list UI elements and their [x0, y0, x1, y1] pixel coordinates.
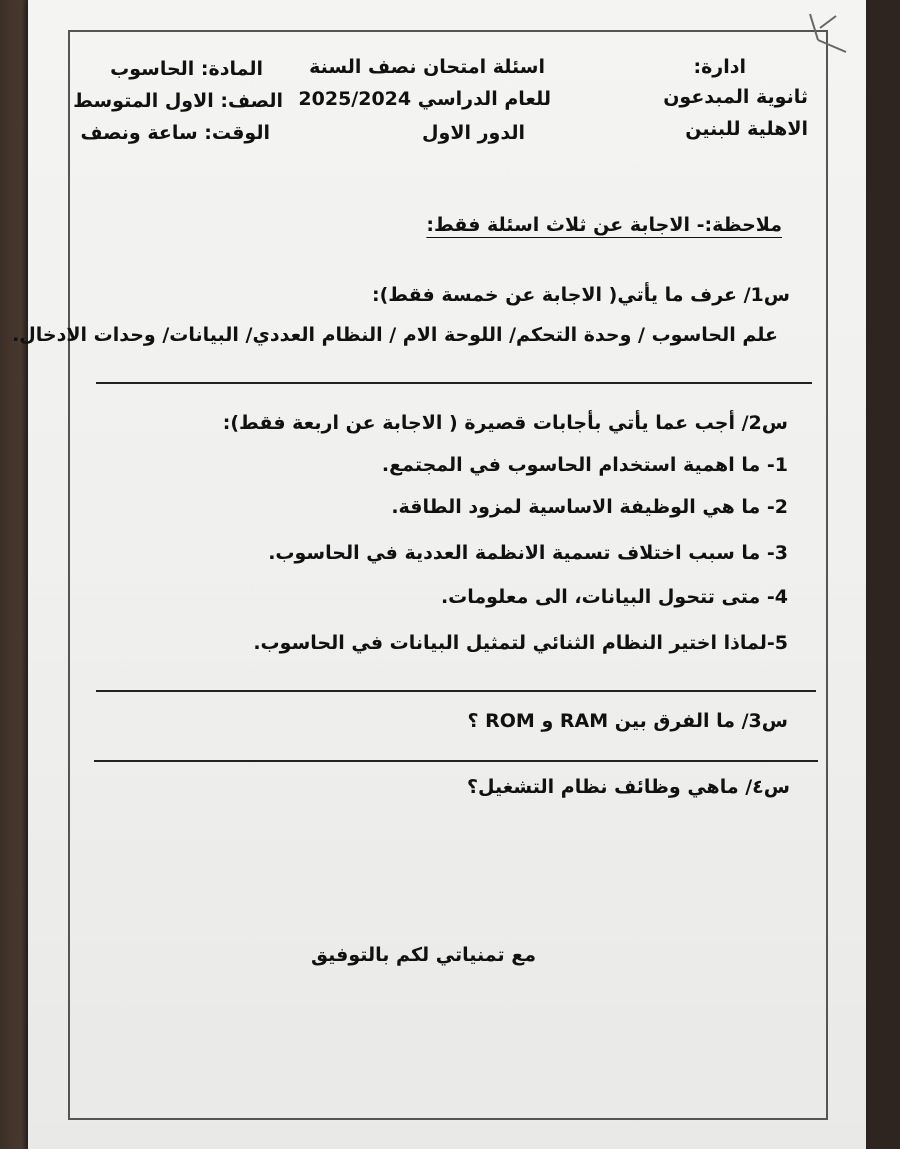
divider-2	[96, 690, 816, 692]
question-2-item-1: 1- ما اهمية استخدام الحاسوب في المجتمع.	[381, 454, 788, 476]
question-2-item-4: 4- متى تتحول البيانات، الى معلومات.	[440, 586, 788, 608]
question-4-title: س٤/ ماهي وظائف نظام التشغيل؟	[466, 776, 790, 798]
question-2-item-3: 3- ما سبب اختلاف تسمية الانظمة العددية في الحاسوب.	[268, 542, 788, 564]
question-2-item-2: 2- ما هي الوظيفة الاساسية لمزود الطاقة.	[391, 496, 788, 518]
exam-note: ملاحظة:- الاجابة عن ثلاث اسئلة فقط:	[426, 214, 782, 236]
question-3-title: س3/ ما الفرق بين RAM و ROM ؟	[467, 710, 788, 732]
school-year: للعام الدراسي 2025/2024	[298, 88, 551, 110]
closing-wishes: مع تمنياتي لكم بالتوفيق	[311, 944, 536, 966]
divider-1	[96, 382, 812, 384]
question-1-terms: علم الحاسوب / وحدة التحكم/ اللوحة الام / النظام العددي/ البيانات/ وحدات الادخال.	[12, 324, 778, 346]
admin-label: ادارة:	[693, 56, 746, 78]
exam-paper	[12, 0, 866, 1149]
school-name-line1: ثانوية المبدعون	[663, 86, 808, 108]
question-2-item-5: 5-لماذا اختير النظام الثنائي لتمثيل البيانات في الحاسوب.	[253, 632, 788, 654]
corner-check-mark	[802, 10, 850, 56]
exam-round: الدور الاول	[422, 122, 525, 144]
divider-3	[94, 760, 818, 762]
school-name-line2: الاهلية للبنين	[685, 118, 808, 140]
question-2-title: س2/ أجب عما يأتي بأجابات قصيرة ( الاجابة عن اربعة فقط):	[222, 412, 788, 434]
subject-label: المادة: الحاسوب	[110, 58, 263, 80]
time-label: الوقت: ساعة ونصف	[80, 122, 270, 144]
question-1-title: س1/ عرف ما يأتي( الاجابة عن خمسة فقط):	[371, 284, 790, 306]
exam-title: اسئلة امتحان نصف السنة	[309, 56, 545, 78]
grade-label: الصف: الاول المتوسط	[73, 90, 283, 112]
